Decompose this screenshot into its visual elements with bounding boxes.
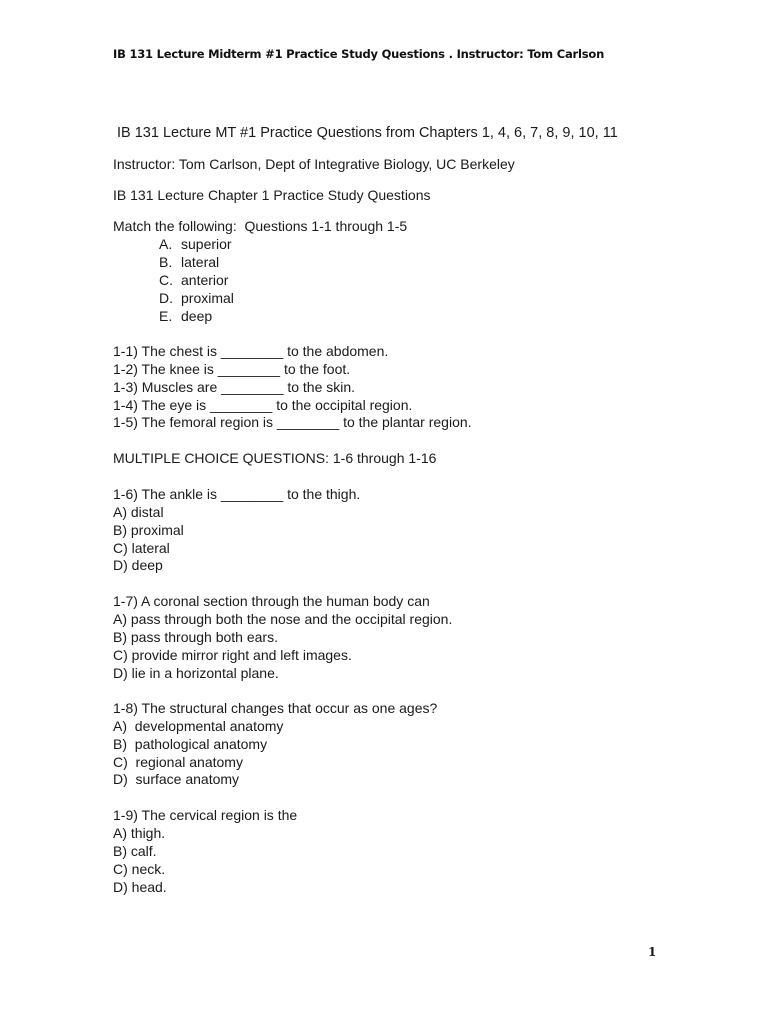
- match-option-letter: E.: [159, 308, 173, 324]
- mc-heading: MULTIPLE CHOICE QUESTIONS: 1-6 through 1-16: [113, 450, 437, 466]
- matching-question: 1-3) Muscles are ________ to the skin.: [113, 379, 356, 395]
- answer-choice: A) developmental anatomy: [113, 718, 284, 734]
- matching-intro: Match the following: Questions 1-1 through 1-5: [113, 218, 408, 234]
- document-title: IB 131 Lecture MT #1 Practice Questions from Chapters 1, 4, 6, 7, 8, 9, 10, 11: [117, 125, 618, 141]
- page-header: IB 131 Lecture Midterm #1 Practice Study Questions . Instructor: Tom Carlson: [113, 47, 605, 61]
- matching-question: 1-5) The femoral region is ________ to the plantar region.: [113, 414, 472, 430]
- question-stem: 1-9) The cervical region is the: [113, 807, 298, 823]
- match-option-letter: A.: [159, 236, 173, 252]
- answer-choice: D) deep: [113, 557, 163, 573]
- answer-choice: D) surface anatomy: [113, 771, 240, 787]
- match-option-text: deep: [181, 308, 213, 324]
- answer-choice: A) distal: [113, 504, 164, 520]
- answer-choice: B) calf.: [113, 843, 157, 859]
- match-option-letter: C.: [159, 272, 173, 288]
- instructor-line: Instructor: Tom Carlson, Dept of Integrative Biology, UC Berkeley: [113, 156, 515, 172]
- match-option-letter: B.: [159, 254, 173, 270]
- match-option-text: superior: [181, 236, 232, 252]
- question-stem: 1-6) The ankle is ________ to the thigh.: [113, 486, 361, 502]
- match-option-text: anterior: [181, 272, 229, 288]
- answer-choice: C) neck.: [113, 861, 166, 877]
- match-option: [159, 289, 234, 307]
- match-option: [159, 235, 232, 253]
- match-option-letter: D.: [159, 290, 173, 306]
- match-option: [159, 307, 212, 325]
- matching-question: 1-4) The eye is ________ to the occipital region.: [113, 397, 413, 413]
- answer-choice: A) pass through both the nose and the occipital region.: [113, 611, 453, 627]
- page-number: 1: [648, 945, 657, 959]
- answer-choice: B) pathological anatomy: [113, 736, 268, 752]
- answer-choice: C) provide mirror right and left images.: [113, 647, 352, 663]
- match-option-text: proximal: [181, 290, 234, 306]
- answer-choice: A) thigh.: [113, 825, 166, 841]
- answer-choice: C) regional anatomy: [113, 754, 243, 770]
- matching-question: 1-2) The knee is ________ to the foot.: [113, 361, 351, 377]
- question-stem: 1-8) The structural changes that occur as one ages?: [113, 700, 438, 716]
- answer-choice: B) proximal: [113, 522, 184, 538]
- answer-choice: B) pass through both ears.: [113, 629, 278, 645]
- matching-question: 1-1) The chest is ________ to the abdomen.: [113, 343, 389, 359]
- answer-choice: C) lateral: [113, 540, 170, 556]
- answer-choice: D) head.: [113, 879, 167, 895]
- question-stem: 1-7) A coronal section through the human body can: [113, 593, 430, 609]
- chapter-heading: IB 131 Lecture Chapter 1 Practice Study Questions: [113, 187, 431, 203]
- match-option-text: lateral: [181, 254, 220, 270]
- match-option: [159, 271, 228, 289]
- answer-choice: D) lie in a horizontal plane.: [113, 665, 279, 681]
- match-option: [159, 253, 219, 271]
